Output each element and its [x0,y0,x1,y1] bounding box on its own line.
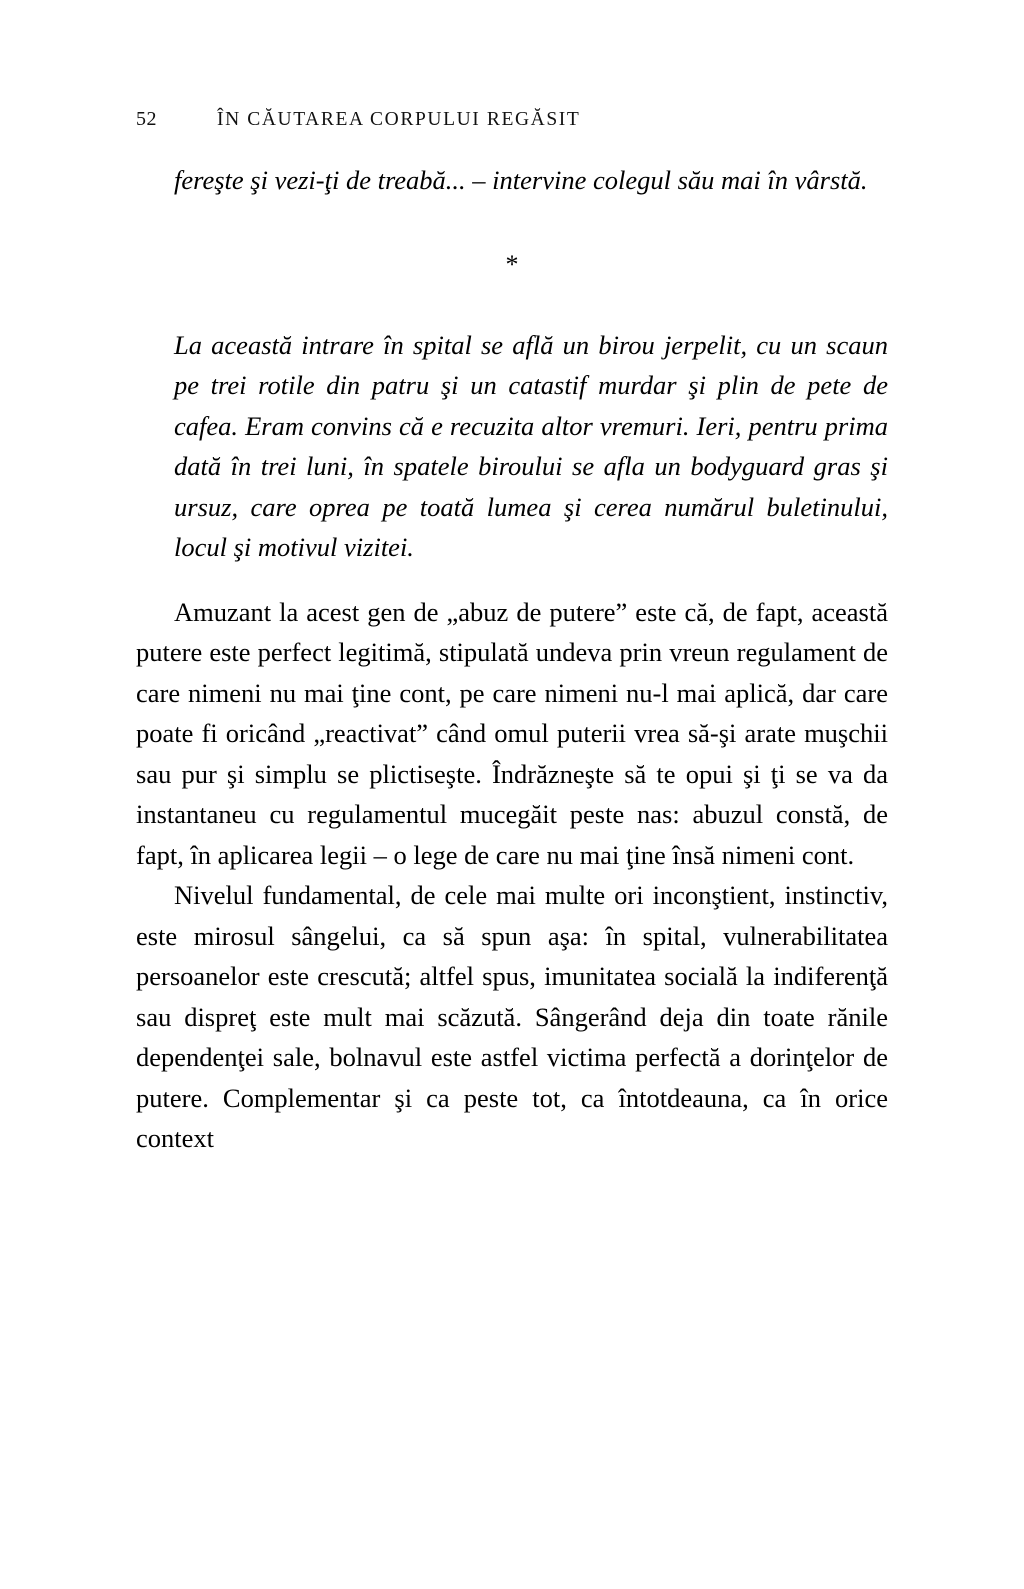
quote-paragraph: La această intrare în spital se află un birou jerpelit, cu un scaun pe trei rotile din patru şi un catastif murdar şi plin de pete de cafea. Eram convins că e recuzita altor vremuri. Ieri, pentru prima dată în trei luni, în spatele biroului se afla un bodyguard gras şi ursuz, care oprea pe toată lumea şi cerea numărul buletinului, locul şi motivul vizitei. [174,329,888,562]
running-head [136,108,888,131]
fragment-paragraph: fereşte şi vezi-ţi de treabă... – intervine colegul său mai în vârstă. [174,165,868,195]
paragraph-spacer [136,568,888,592]
body-paragraph-2: Nivelul fundamental, de cele mai multe ori inconştient, instinctiv, este mirosul sângelui, ca să spun aşa: în spital, vulnerabilitatea persoanelor este crescută; altfel spus, imunitatea socială la indiferenţă sau dispreţ este mult mai scăzută. Sângerând deja din toate rănile dependenţei sale, bolnavul este astfel victima perfectă a dorinţelor de putere. Complementar şi ca peste tot, ca întotdeauna, ca în orice context [136,880,888,1153]
body-paragraph-1: Amuzant la acest gen de „abuz de putere” este că, de fapt, această putere este perfect legitimă, stipulată undeva prin vreun regulament de care nimeni nu mai ţine cont, pe care nimeni nu-l mai aplică, dar care poate fi oricând „reactivat” când omul puterii vrea să-şi arate muşchii sau pur şi simplu se plictiseşte. Îndrăzneşte să te opui şi ţi se va da instantaneu cu regulamentul mucegăit peste nas: abuzul constă, de fapt, în aplicarea legii – o lege de care nu mai ţine însă nimeni cont. [136,596,888,870]
page-content [136,160,888,1159]
running-head-title: ÎN CĂUTAREA CORPULUI REGĂSIT [217,109,581,130]
page-number: 52 [136,108,157,130]
section-divider: * [505,249,519,279]
